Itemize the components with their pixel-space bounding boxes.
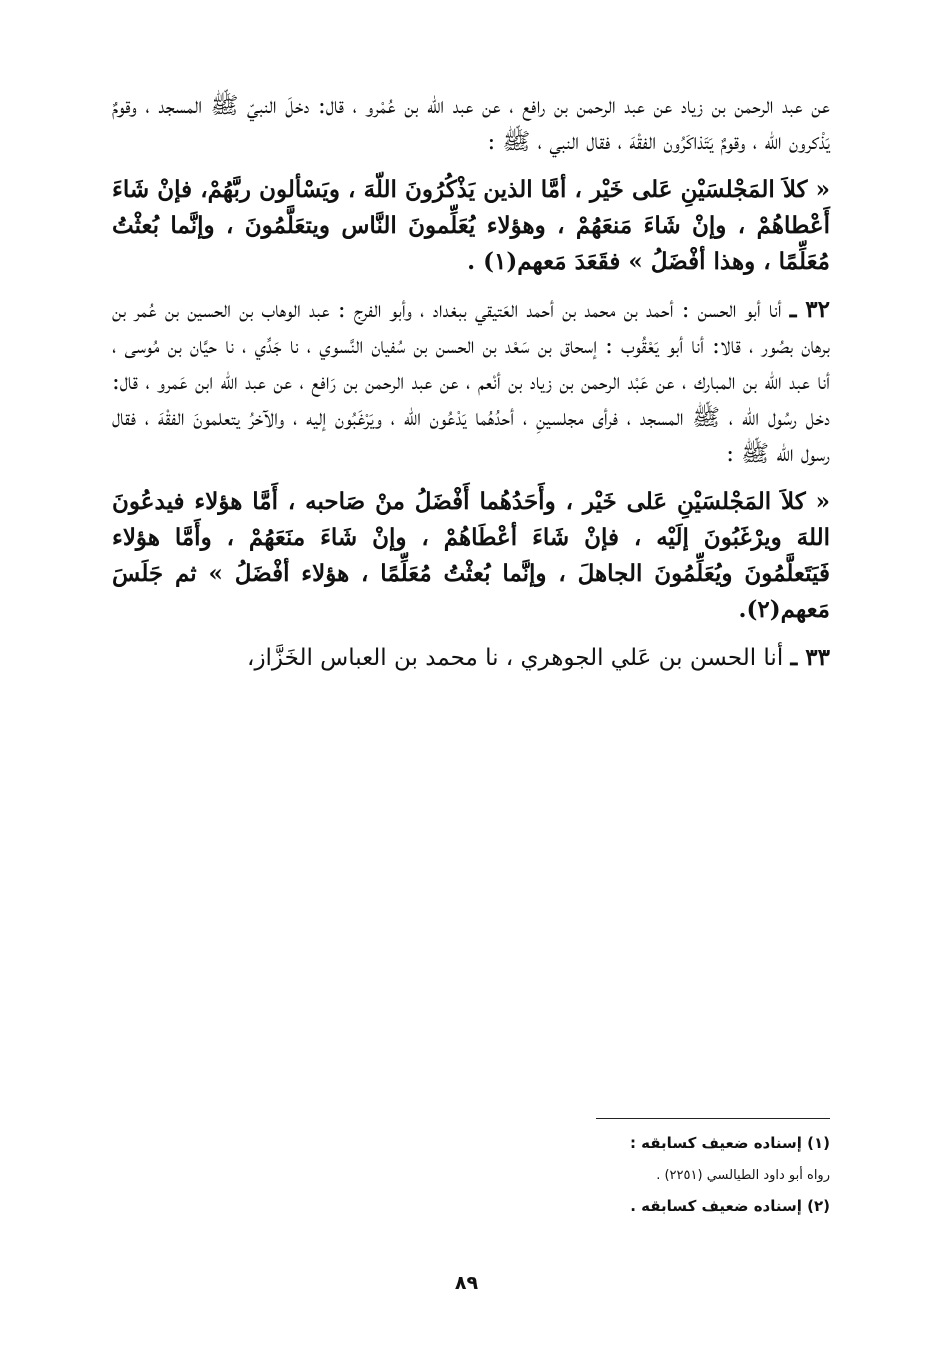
page-number: ٨٩: [454, 1272, 479, 1294]
paragraph-text: أنا أبو الحسن : أحمد بن محمد بن أحمد العَتيقي ببغداد ، وأبو الفرج : عبد الوهاب بن الحسين بن عُمر بن برهان بصُور ، قالا: أنا أبو يَعْقُوب : إسحاق بن سَعْد بن الحسن بن سُفيان النَّسوي ، نا جَدِّي ، نا حيَّان بن مُوسى ، أنا عبد اللّه بن المبارك ، عن عَبْد الرحمن بن زياد بن أنْعم ، عن عبد الرحمن بن رَافع ، عن عبد اللّه ابن عَمرو ، قال: دخل رسُول اللّه ، ﷺ المسجد ، فرأى مجلسينِ ، أحدُهُما يَدْعُون اللّه ، ويَرْغَبُون إليه ، والآخرُ يتعلمونَ الفقْهَ ، فقال رسول اللّه ﷺ :: [112, 297, 831, 467]
main-text: [112, 88, 830, 676]
hadith-quote-1: [112, 172, 830, 280]
footnote-2: (٢) إسناده ضعيف كسابقه .: [630, 1197, 830, 1215]
narration-number: ٣٣ ـ: [790, 644, 830, 671]
paragraph-text: أنا الحسن بن عَلي الجوهري ، نا محمد بن العباس الخَزَّاز،: [247, 645, 784, 671]
footnote-divider: [596, 1118, 830, 1119]
footnote-1: (١) إسناده ضعيف كسابقه :: [629, 1134, 830, 1152]
paragraph-continuation: [112, 88, 830, 160]
paragraph-text: عن عبد الرحمن بن زياد عن عبد الرحمن بن رافع ، عن عبد اللّه بن عُمْرو ، قال: دخلَ النبيّ ﷺ المسجد ، وقومٌ يَذْكرون اللّه ، وقومٌ يَتَذاكَرُون الفقْهَ ، فقال النبي ، ﷺ :: [112, 93, 830, 155]
narration-32: [112, 292, 830, 472]
narration-number: ٣٢ ـ: [789, 296, 831, 323]
hadith-quote-2: [112, 484, 830, 628]
footnote-1-detail: رواه أبو داود الطيالسي (٢٢٥١) .: [656, 1168, 830, 1183]
paragraph-text: « كلاَ المَجْلسَيْنِ عَلى خَيْر ، وأَحَدُهُما أَفْضَلُ منْ صَاحبه ، أَمَّا هؤلاء فيدعُونَ اللهَ ويرْغَبُونَ إلَيْه ، فإنْ شَاءَ أعْطَاهُمْ ، وإنْ شَاءَ منَعَهُمْ ، وأَمَّا هؤلاء فَيَتَعلَّمُونَ ويُعَلِّمُونَ الجاهلَ ، وإنَّما بُعثْتُ مُعَلِّمًا ، هؤلاء أفْضَلُ » ثم جَلَسَ مَعهم(٢).: [112, 488, 830, 623]
paragraph-text: « كلاَ المَجْلسَيْنِ عَلى خَيْر ، أمَّا الذين يَذْكُرُونَ اللّهَ ، ويَسْألون ربَّهُمْ، فإنْ شَاءَ أَعْطاهُمْ ، وإنْ شَاءَ مَنعَهُمْ ، وهؤلاء يُعَلِّمونَ النَّاس ويتعَلَّمُونَ ، وإنَّما بُعثْتُ مُعَلِّمًا ، وهذا أفْضَلُ » فقَعَدَ مَعهم(١) .: [112, 176, 830, 275]
narration-33: [112, 640, 830, 676]
